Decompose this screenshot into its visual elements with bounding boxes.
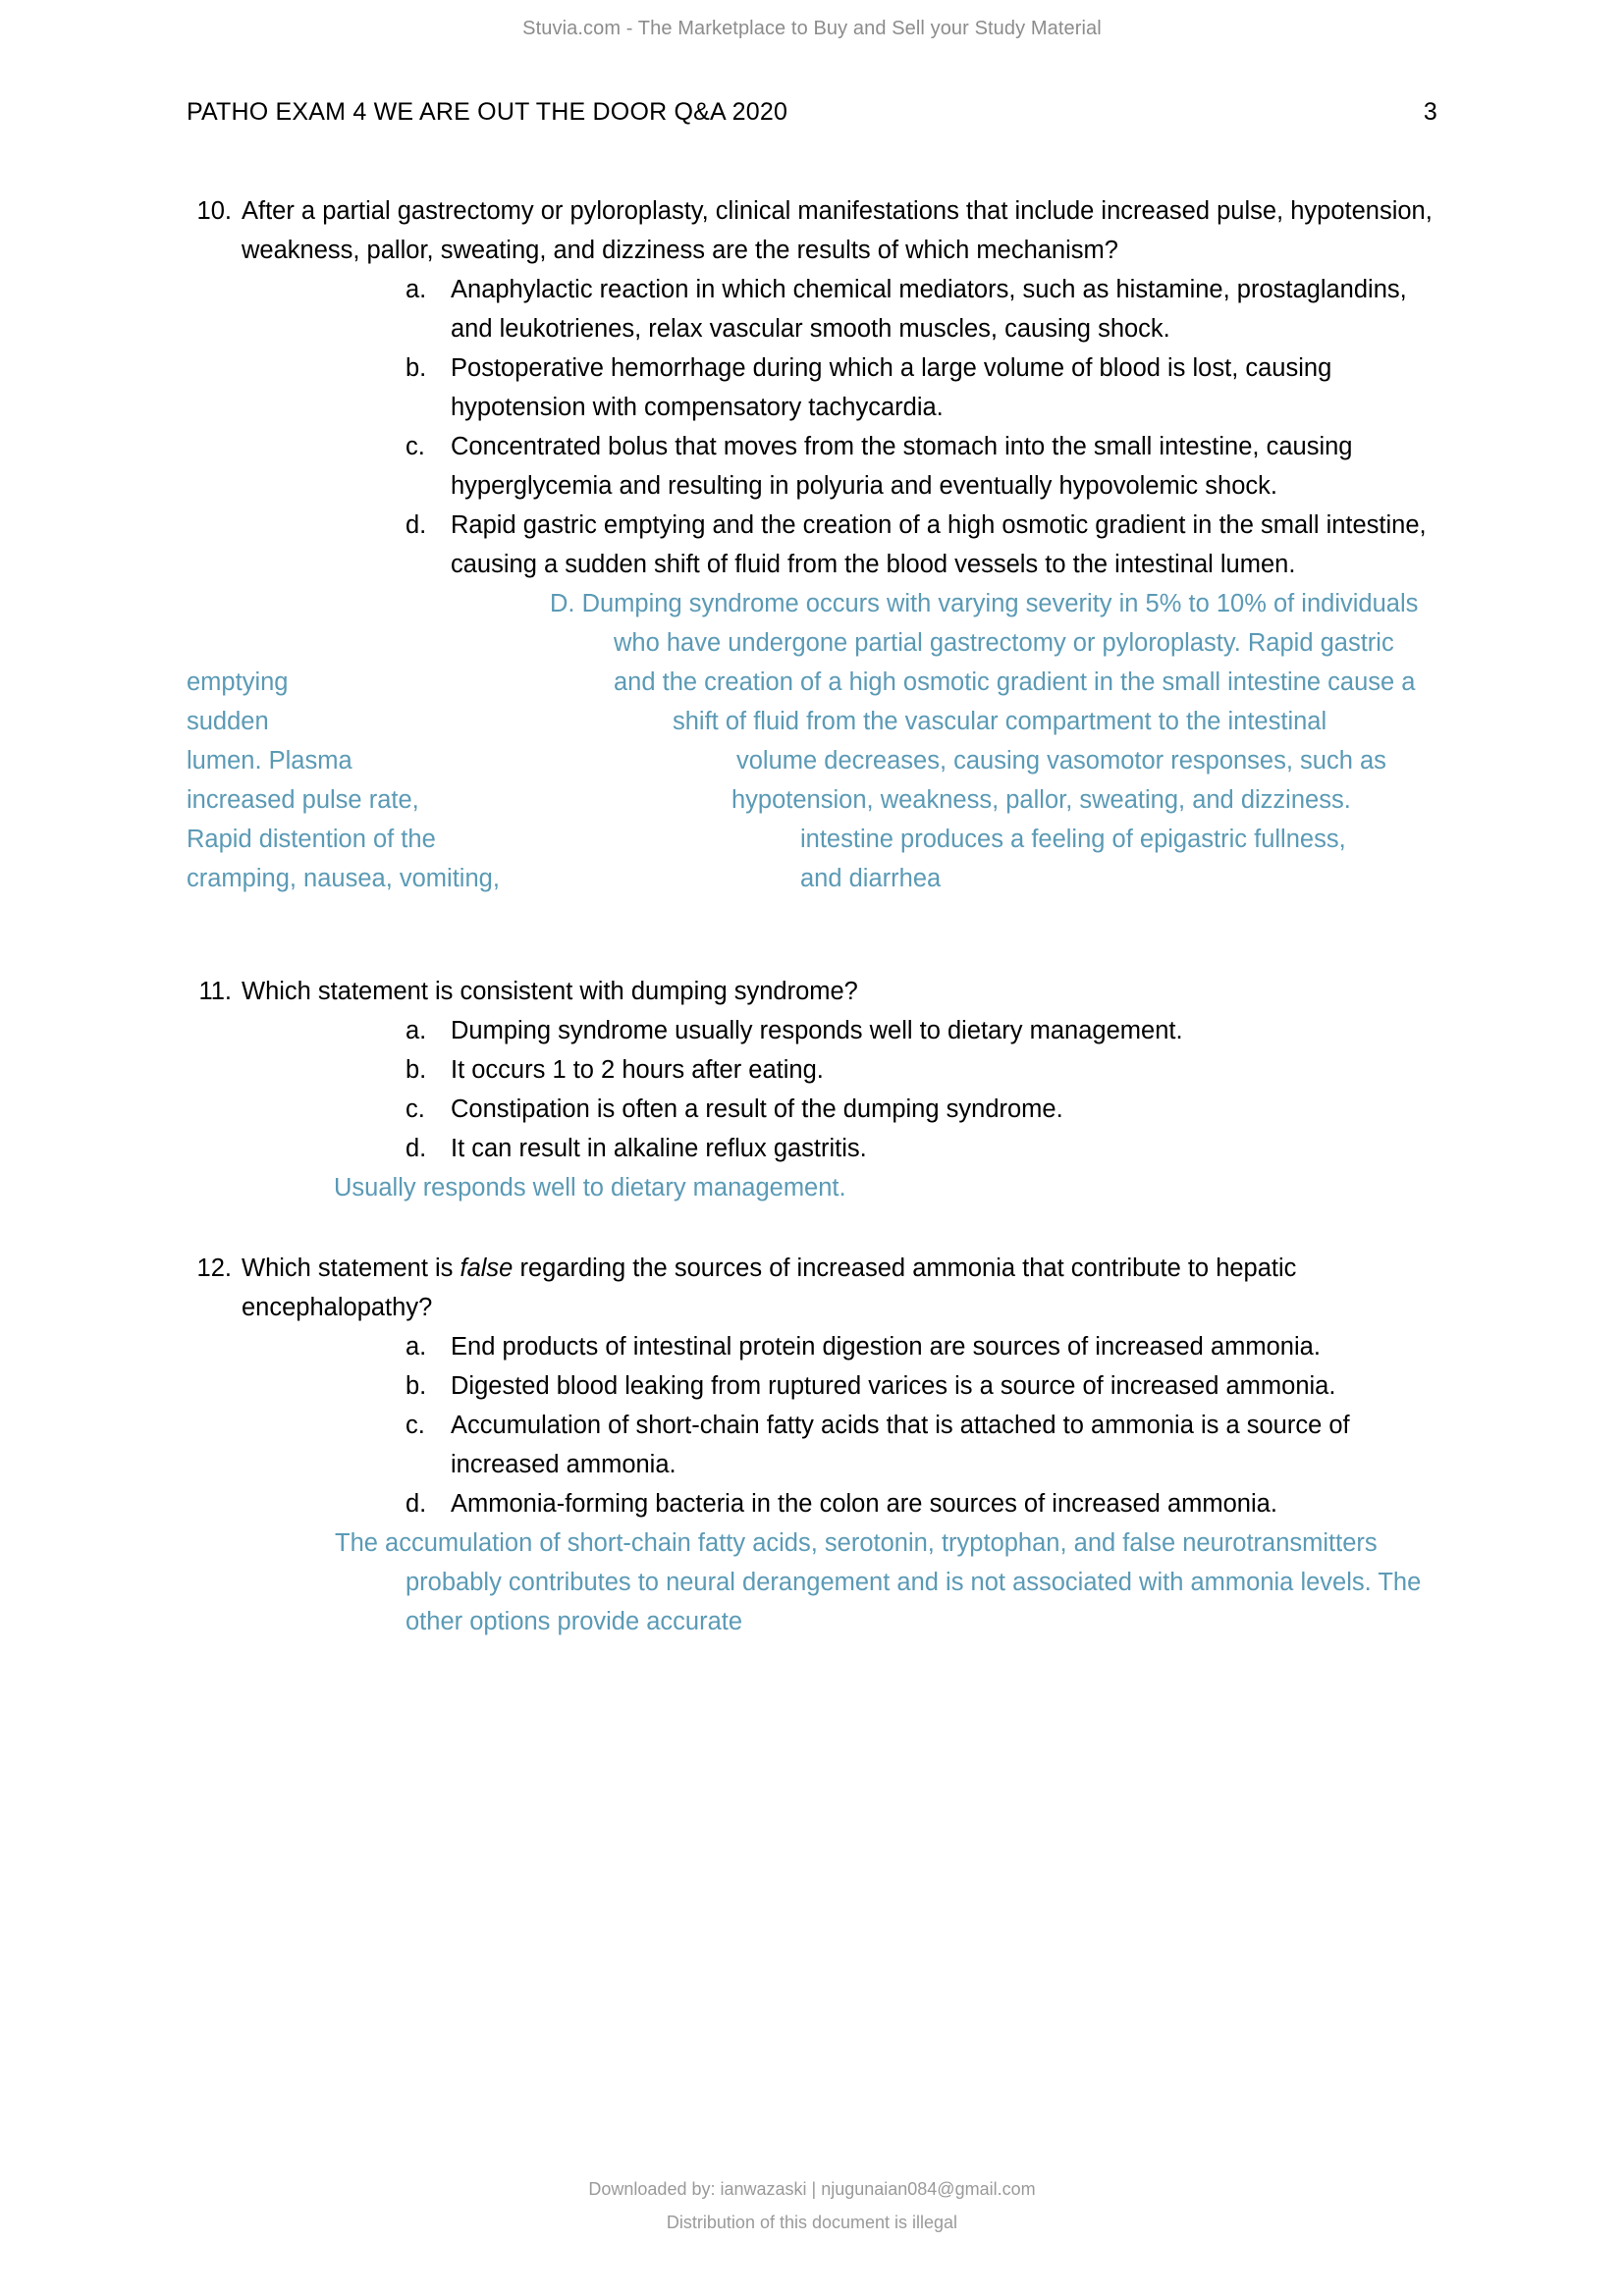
- option-c[interactable]: [406, 1090, 1438, 1129]
- document-footer: [0, 2172, 1624, 2239]
- option-a-text: End products of intestinal protein digestion are sources of increased ammonia.: [451, 1333, 1321, 1361]
- answer-line-left: increased pulse rate,: [187, 786, 419, 814]
- answer-line: [187, 780, 1438, 820]
- answer-line: [187, 859, 1438, 898]
- option-b[interactable]: [406, 1050, 1438, 1090]
- option-d[interactable]: [406, 1484, 1438, 1523]
- answer-line-left: emptying: [187, 668, 289, 696]
- document-body: [187, 191, 1438, 1641]
- footer-distribution-notice: Distribution of this document is illegal: [666, 2213, 958, 2232]
- option-c-text: Concentrated bolus that moves from the stomach into the small intestine, causing hyperglycemia and resulting in polyuria and eventually hypovolemic shock.: [451, 433, 1353, 500]
- question-12-stem: [187, 1249, 1438, 1327]
- footer-downloaded-by: Downloaded by: ianwazaski | njugunaian084@gmail.com: [588, 2179, 1036, 2199]
- answer-line: [187, 741, 1438, 780]
- answer-line-left: Rapid distention of the: [187, 826, 436, 853]
- option-b-letter: b.: [406, 1372, 427, 1400]
- section-spacer: [187, 1207, 1438, 1249]
- answer-line-left: lumen. Plasma: [187, 747, 352, 774]
- question-11: [187, 972, 1438, 1207]
- question-10: [187, 191, 1438, 898]
- option-c-letter: c.: [406, 433, 425, 460]
- option-b-text: It occurs 1 to 2 hours after eating.: [451, 1056, 824, 1084]
- option-b-letter: b.: [406, 1056, 427, 1084]
- question-11-options: [187, 1011, 1438, 1168]
- option-d-letter: d.: [406, 511, 427, 539]
- option-b[interactable]: [406, 1366, 1438, 1406]
- option-c[interactable]: [406, 427, 1438, 506]
- option-a[interactable]: [406, 1327, 1438, 1366]
- option-c-text: Constipation is often a result of the dumping syndrome.: [451, 1095, 1063, 1123]
- question-11-stem-text: Which statement is consistent with dumping syndrome?: [242, 978, 858, 1005]
- question-10-number: 10.: [196, 197, 232, 225]
- option-c-text: Accumulation of short-chain fatty acids that is attached to ammonia is a source of increased ammonia.: [451, 1412, 1350, 1478]
- option-a-letter: a.: [406, 1333, 427, 1361]
- option-d-text: Ammonia-forming bacteria in the colon are sources of increased ammonia.: [451, 1490, 1277, 1518]
- question-10-options: [187, 270, 1438, 584]
- option-d-letter: d.: [406, 1490, 427, 1518]
- stuvia-watermark-banner: Stuvia.com - The Marketplace to Buy and Sell your Study Material: [522, 18, 1102, 39]
- answer-line-right: who have undergone partial gastrectomy or pyloroplasty. Rapid gastric: [614, 629, 1394, 657]
- question-12-stem-part2: regarding the sources of increased ammonia that contribute to hepatic encephalopathy?: [242, 1255, 1297, 1321]
- answer-line-right: D. Dumping syndrome occurs with varying severity in 5% to 10% of individuals: [550, 590, 1419, 617]
- answer-line: [187, 702, 1438, 741]
- option-c-letter: c.: [406, 1412, 425, 1439]
- option-a[interactable]: [406, 1011, 1438, 1050]
- question-12-stem-part1: Which statement is: [242, 1255, 460, 1282]
- question-10-stem-text: After a partial gastrectomy or pyloroplasty, clinical manifestations that include increased pulse, hypotension, weakness, pallor, sweating, and dizziness are the results of which mechanism?: [242, 197, 1433, 264]
- option-d-text: It can result in alkaline reflux gastritis.: [451, 1135, 867, 1162]
- option-a-text: Anaphylactic reaction in which chemical mediators, such as histamine, prostaglandins, and leukotrienes, relax vascular smooth muscles, causing shock.: [451, 276, 1407, 343]
- option-d[interactable]: [406, 1129, 1438, 1168]
- option-d[interactable]: [406, 506, 1438, 584]
- question-11-answer-explanation: Usually responds well to dietary management.: [334, 1174, 846, 1201]
- answer-line-right: and the creation of a high osmotic gradient in the small intestine cause a: [614, 668, 1416, 696]
- option-d-text: Rapid gastric emptying and the creation of a high osmotic gradient in the small intestine, causing a sudden shift of fluid from the blood vessels to the intestinal lumen.: [451, 511, 1427, 578]
- page-title: PATHO EXAM 4 WE ARE OUT THE DOOR Q&A 2020: [187, 98, 788, 126]
- option-a-letter: a.: [406, 276, 427, 303]
- question-12-answer-explanation: The accumulation of short-chain fatty acids, serotonin, tryptophan, and false neurotransmitters probably contributes to neural derangement and is not associated with ammonia levels. The other options provide accurate: [335, 1529, 1422, 1635]
- option-c-letter: c.: [406, 1095, 425, 1123]
- question-12-stem-text: [242, 1249, 1438, 1327]
- question-12-number: 12.: [196, 1255, 232, 1282]
- option-b[interactable]: [406, 348, 1438, 427]
- option-a[interactable]: [406, 270, 1438, 348]
- answer-line-left: cramping, nausea, vomiting,: [187, 865, 500, 892]
- answer-line: [187, 663, 1438, 702]
- answer-line-right: volume decreases, causing vasomotor responses, such as: [736, 747, 1386, 774]
- option-b-letter: b.: [406, 354, 427, 382]
- running-header: [187, 98, 1437, 127]
- answer-line-right: and diarrhea: [800, 865, 942, 892]
- section-spacer: [187, 898, 1438, 972]
- question-11-number: 11.: [198, 978, 232, 1005]
- question-10-answer-explanation: [187, 584, 1438, 898]
- question-11-stem: [187, 972, 1438, 1011]
- option-b-text: Digested blood leaking from ruptured varices is a source of increased ammonia.: [451, 1372, 1336, 1400]
- option-d-letter: d.: [406, 1135, 427, 1162]
- page-number: 3: [1423, 98, 1437, 126]
- answer-line-right: shift of fluid from the vascular compartment to the intestinal: [673, 708, 1327, 735]
- answer-line-right: hypotension, weakness, pallor, sweating, and dizziness.: [731, 786, 1351, 814]
- option-c[interactable]: [406, 1406, 1438, 1484]
- question-12-stem-emphasis: false: [460, 1255, 514, 1282]
- answer-line: [187, 820, 1438, 859]
- option-a-letter: a.: [406, 1017, 427, 1044]
- question-12-options: [187, 1327, 1438, 1523]
- answer-line-left: sudden: [187, 708, 269, 735]
- option-a-text: Dumping syndrome usually responds well to dietary management.: [451, 1017, 1183, 1044]
- answer-line: [187, 623, 1438, 663]
- answer-line-right: intestine produces a feeling of epigastric fullness,: [800, 826, 1346, 853]
- answer-line: [187, 584, 1438, 623]
- question-12: [187, 1249, 1438, 1641]
- option-b-text: Postoperative hemorrhage during which a large volume of blood is lost, causing hypotension with compensatory tachycardia.: [451, 354, 1332, 421]
- question-10-stem: [187, 191, 1438, 270]
